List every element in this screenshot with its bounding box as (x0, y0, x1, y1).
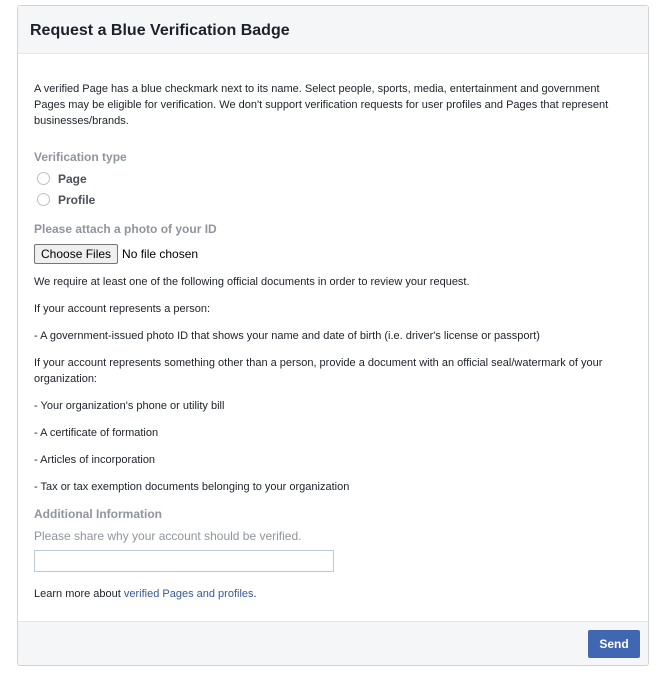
file-status-text: No file chosen (122, 247, 199, 261)
radio-button-page[interactable] (37, 172, 50, 185)
attach-id-label: Please attach a photo of your ID (34, 222, 217, 236)
intro-text: A verified Page has a blue checkmark next to its name. Select people, sports, media, entertainment and government Pages may be eligible for verification. We don't support verification requests for user profiles and Pages that represent businesses/brands. (34, 83, 609, 127)
send-button[interactable]: Send (588, 630, 640, 658)
dialog-body (18, 54, 648, 602)
additional-info-hint: Please share why your account should be verified. (34, 529, 302, 543)
radio-label-page: Page (58, 171, 87, 186)
dialog-title: Request a Blue Verification Badge (30, 22, 290, 39)
dialog-footer (18, 621, 648, 665)
org-doc-item: - Your organization's phone or utility bill (34, 400, 225, 412)
documents-section (34, 274, 632, 495)
radio-label-profile: Profile (58, 192, 96, 207)
person-doc-item: - A government-issued photo ID that shows your name and date of birth (i.e. driver's license or passport) (34, 330, 540, 342)
additional-info-label: Additional Information (34, 507, 162, 521)
additional-info-input[interactable] (34, 550, 334, 572)
learn-more-suffix: . (253, 588, 257, 600)
radio-option-page[interactable] (34, 171, 632, 186)
org-doc-item: - Articles of incorporation (34, 454, 156, 466)
learn-more-prefix: Learn more about (34, 588, 124, 600)
radio-option-profile[interactable] (34, 192, 632, 207)
verification-dialog (17, 5, 649, 666)
choose-files-button[interactable]: Choose Files (34, 244, 118, 264)
org-heading: If your account represents something other than a person, provide a document with an official seal/watermark of your organization: (34, 357, 603, 385)
org-doc-item: - A certificate of formation (34, 427, 159, 439)
learn-more-text (34, 586, 632, 602)
org-doc-item: - Tax or tax exemption documents belonging to your organization (34, 481, 350, 493)
radio-button-profile[interactable] (37, 193, 50, 206)
file-picker (34, 244, 632, 264)
person-heading: If your account represents a person: (34, 303, 211, 315)
dialog-header (18, 6, 648, 54)
verified-pages-link[interactable]: verified Pages and profiles (123, 588, 254, 600)
documents-intro: We require at least one of the following official documents in order to review your request. (34, 276, 470, 288)
verification-type-label: Verification type (34, 150, 127, 164)
